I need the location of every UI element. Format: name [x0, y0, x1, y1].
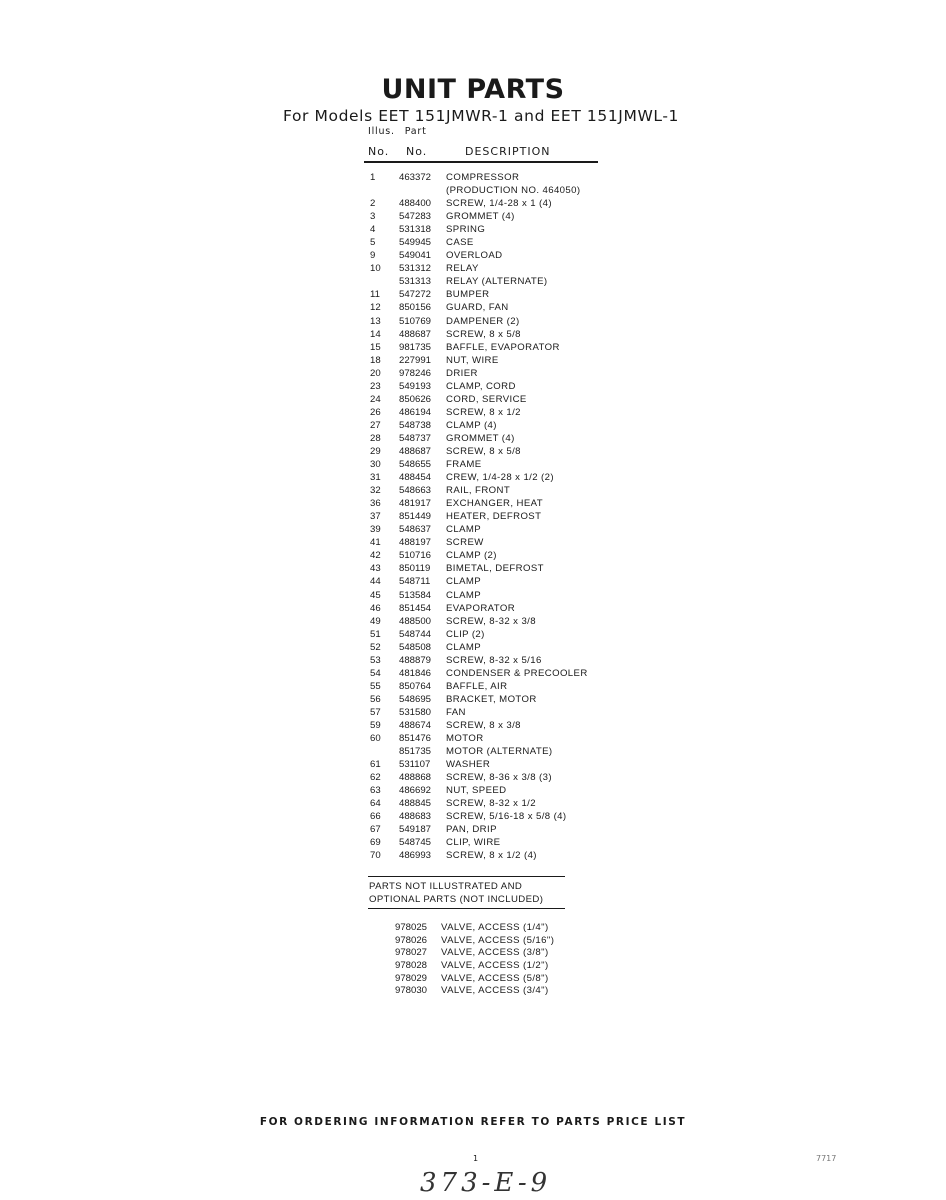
- part-description: EXCHANGER, HEAT: [446, 498, 543, 510]
- illus-number: 69: [370, 837, 381, 849]
- part-number: 851735: [399, 746, 432, 758]
- part-number: 850626: [399, 393, 432, 405]
- part-description: CLAMP: [446, 641, 482, 653]
- part-description: SCREW, 5/16-18 x 5/8 (4): [446, 811, 567, 823]
- part-number: 851476: [399, 733, 432, 745]
- illus-number: 20: [370, 367, 381, 379]
- part-number: 531318: [399, 224, 432, 236]
- part-number: 486194: [399, 406, 432, 418]
- part-row: [370, 342, 630, 355]
- illus-number: 62: [370, 772, 381, 784]
- part-description: SCREW, 8-32 x 3/8: [446, 615, 536, 627]
- part-row: [370, 824, 630, 837]
- illus-number: 49: [370, 615, 381, 627]
- part-number: 548695: [399, 693, 432, 705]
- part-description: GROMMET (4): [446, 211, 515, 223]
- part-number: 547272: [399, 289, 432, 301]
- part-row: [370, 394, 630, 407]
- illus-number: 15: [370, 341, 381, 353]
- part-number: 548655: [399, 459, 432, 471]
- part-description: SCREW: [446, 537, 484, 549]
- part-row: [370, 302, 630, 315]
- part-row: [370, 798, 630, 811]
- part-description: FRAME: [446, 459, 482, 471]
- part-description: BAFFLE, AIR: [446, 680, 508, 692]
- illus-number: 24: [370, 393, 381, 405]
- part-row: [370, 329, 630, 342]
- part-description: VALVE, ACCESS (3/8"): [441, 947, 549, 959]
- part-description: VALVE, ACCESS (5/8"): [441, 972, 549, 984]
- page-number: 1: [473, 1154, 479, 1163]
- part-number: 488674: [399, 719, 432, 731]
- part-number: 851449: [399, 511, 432, 523]
- illus-number: 11: [370, 289, 380, 301]
- illus-number: 36: [370, 498, 381, 510]
- page-title: UNIT PARTS: [381, 74, 565, 105]
- part-description: CLIP, WIRE: [446, 837, 501, 849]
- part-row: [370, 837, 630, 850]
- illus-number: 66: [370, 811, 381, 823]
- part-row: [370, 511, 630, 524]
- part-number: 850764: [399, 680, 432, 692]
- illus-number: 60: [370, 733, 381, 745]
- part-description: CLAMP: [446, 576, 482, 588]
- illus-number: 70: [370, 850, 381, 862]
- part-description: SCREW, 8 x 5/8: [446, 328, 521, 340]
- part-row: [370, 250, 630, 263]
- ordering-footer: FOR ORDERING INFORMATION REFER TO PARTS PRICE LIST: [259, 1116, 687, 1128]
- part-row: [370, 537, 630, 550]
- part-description: PAN, DRIP: [446, 824, 497, 836]
- part-description: SCREW, 8 x 1/2 (4): [446, 850, 537, 862]
- illus-number: 14: [370, 328, 381, 340]
- part-description: BAFFLE, EVAPORATOR: [446, 341, 560, 353]
- description-header: DESCRIPTION: [465, 145, 551, 158]
- illus-number: 1: [370, 172, 376, 183]
- illus-number: 5: [370, 237, 376, 249]
- part-number: 850119: [399, 563, 431, 575]
- illus-number: 23: [370, 380, 381, 392]
- notes-line-1: PARTS NOT ILLUSTRATED AND: [369, 881, 523, 892]
- illus-number: 51: [370, 628, 381, 640]
- illus-number: 12: [370, 302, 381, 314]
- illus-number: 53: [370, 654, 381, 666]
- part-description: SCREW, 1/4-28 x 1 (4): [446, 198, 552, 210]
- part-description: SCREW, 8-32 x 1/2: [446, 798, 536, 810]
- part-number: 548637: [399, 524, 432, 536]
- part-description: OVERLOAD: [446, 250, 503, 262]
- part-row: [370, 498, 630, 511]
- part-row: [370, 263, 630, 276]
- part-number: 548711: [399, 576, 431, 588]
- part-number: 488845: [399, 798, 432, 810]
- illus-number: 43: [370, 563, 381, 575]
- part-description: SCREW, 8-32 x 5/16: [446, 654, 542, 666]
- part-description: GUARD, FAN: [446, 302, 509, 314]
- illus-number: 44: [370, 576, 381, 588]
- part-description: RELAY: [446, 263, 479, 275]
- illus-no-header: No.: [368, 145, 390, 158]
- part-row: [370, 563, 630, 576]
- part-header: Part: [404, 126, 427, 137]
- part-number: 513584: [399, 589, 432, 601]
- part-number: 978027: [395, 947, 428, 959]
- illus-number: 4: [370, 224, 376, 236]
- part-description: RAIL, FRONT: [446, 485, 511, 497]
- part-number: 850156: [399, 302, 432, 314]
- part-row: [370, 472, 630, 485]
- illus-number: 63: [370, 785, 381, 797]
- part-number: 548663: [399, 485, 432, 497]
- notes-block: [369, 881, 543, 907]
- illus-number: 61: [370, 759, 381, 771]
- part-number: 548508: [399, 641, 432, 653]
- part-row: [370, 198, 630, 211]
- part-description: SPRING: [446, 224, 486, 236]
- illus-number: 59: [370, 719, 381, 731]
- part-number: 510769: [399, 315, 432, 327]
- column-header-top: [368, 126, 427, 137]
- illus-number: 13: [370, 315, 381, 327]
- part-row: [370, 446, 630, 459]
- part-description: RELAY (ALTERNATE): [446, 276, 548, 288]
- part-row: [370, 316, 630, 329]
- part-row: [370, 694, 630, 707]
- part-row: [370, 642, 630, 655]
- part-number: 488454: [399, 472, 432, 484]
- part-row: [370, 733, 630, 746]
- part-number: 549193: [399, 380, 432, 392]
- part-number: 488868: [399, 772, 432, 784]
- part-row: [370, 485, 630, 498]
- part-number: 531312: [399, 263, 432, 275]
- part-row: [370, 629, 630, 642]
- part-description: EVAPORATOR: [446, 602, 516, 614]
- illus-number: 9: [370, 250, 376, 262]
- illus-number: 18: [370, 354, 381, 366]
- header-rule: [364, 161, 598, 163]
- part-row: [370, 459, 630, 472]
- illus-number: 3: [370, 211, 376, 223]
- part-number: 548737: [399, 432, 432, 444]
- illus-number: 37: [370, 511, 381, 523]
- part-description: CLAMP (4): [446, 419, 497, 431]
- part-number: 486993: [399, 850, 432, 862]
- part-number: 531580: [399, 706, 432, 718]
- part-number: 549187: [399, 824, 432, 836]
- part-row: [370, 524, 630, 537]
- illus-number: 54: [370, 667, 381, 679]
- part-number: 488400: [399, 198, 432, 210]
- illus-number: 57: [370, 706, 381, 718]
- illus-number: 31: [370, 472, 381, 484]
- part-description: MOTOR (ALTERNATE): [446, 746, 553, 758]
- part-description: VALVE, ACCESS (5/16"): [441, 934, 555, 946]
- part-description: CLIP (2): [446, 628, 485, 640]
- part-number: 981735: [399, 341, 432, 353]
- part-description: CLAMP: [446, 524, 482, 536]
- part-description: CLAMP (2): [446, 550, 497, 562]
- part-row: [370, 224, 630, 237]
- part-row: [370, 616, 630, 629]
- part-number: 548744: [399, 628, 432, 640]
- part-row: [370, 237, 630, 250]
- part-description: CONDENSER & PRECOOLER: [446, 667, 588, 679]
- part-description: SCREW, 8 x 1/2: [446, 406, 521, 418]
- part-number: 488687: [399, 328, 432, 340]
- part-row: [370, 381, 630, 394]
- part-number: 548745: [399, 837, 432, 849]
- part-row: [370, 603, 630, 616]
- part-description: SCREW, 8 x 5/8: [446, 445, 521, 457]
- illus-number: 64: [370, 798, 381, 810]
- part-description: SCREW, 8-36 x 3/8 (3): [446, 772, 552, 784]
- part-number: 547283: [399, 211, 432, 223]
- part-number: 488500: [399, 615, 432, 627]
- illus-number: 55: [370, 680, 381, 692]
- illus-number: 26: [370, 406, 381, 418]
- notes-line-2: OPTIONAL PARTS (NOT INCLUDED): [369, 894, 544, 905]
- illus-number: 30: [370, 459, 381, 471]
- part-row: [370, 746, 630, 759]
- illus-number: 52: [370, 641, 381, 653]
- part-number: 486692: [399, 785, 432, 797]
- part-description: BRACKET, MOTOR: [446, 693, 537, 705]
- part-row: [370, 681, 630, 694]
- illus-header: Illus.: [368, 126, 395, 137]
- illus-number: 56: [370, 693, 381, 705]
- illus-number: 29: [370, 445, 381, 457]
- part-description: (PRODUCTION NO. 464050): [446, 185, 581, 197]
- part-description: MOTOR: [446, 733, 484, 745]
- part-description: CASE: [446, 237, 474, 249]
- part-number: 531107: [399, 759, 431, 771]
- models-subtitle: For Models EET 151JMWR-1 and EET 151JMWL-1: [283, 107, 679, 125]
- part-description: BIMETAL, DEFROST: [446, 563, 544, 575]
- part-row: [370, 289, 630, 302]
- illus-number: 10: [370, 263, 381, 275]
- part-row: [370, 785, 630, 798]
- part-number: 978030: [395, 985, 428, 997]
- illus-number: 41: [370, 537, 381, 549]
- notes-rule-top: [368, 876, 565, 877]
- part-description: SCREW, 8 x 3/8: [446, 719, 521, 731]
- illus-number: 45: [370, 589, 381, 601]
- part-row: [370, 759, 630, 772]
- handwritten-note: 373-E-9: [420, 1168, 552, 1198]
- part-description: DRIER: [446, 367, 478, 379]
- part-row: [370, 576, 630, 589]
- part-description: CLAMP: [446, 589, 482, 601]
- part-row: [370, 276, 630, 289]
- part-description: VALVE, ACCESS (1/2"): [441, 960, 549, 972]
- part-number: 488197: [399, 537, 432, 549]
- part-number: 978029: [395, 972, 428, 984]
- illus-number: 27: [370, 419, 381, 431]
- part-number: 549041: [399, 250, 432, 262]
- part-number: 488687: [399, 445, 432, 457]
- part-number: 978026: [395, 934, 428, 946]
- part-number: 851454: [399, 602, 432, 614]
- part-number: 463372: [399, 172, 432, 183]
- part-number: 548738: [399, 419, 432, 431]
- part-description: CLAMP, CORD: [446, 380, 516, 392]
- part-number: 978025: [395, 922, 428, 933]
- part-row: [370, 655, 630, 668]
- part-description: HEATER, DEFROST: [446, 511, 542, 523]
- illus-number: 46: [370, 602, 381, 614]
- part-row: [370, 355, 630, 368]
- part-row: [370, 550, 630, 563]
- part-number: 978028: [395, 960, 428, 972]
- part-description: FAN: [446, 706, 466, 718]
- part-number: 481846: [399, 667, 432, 679]
- notes-rule-bottom: [368, 908, 565, 909]
- part-number: 510716: [399, 550, 432, 562]
- part-description: GROMMET (4): [446, 432, 515, 444]
- part-number: 978246: [399, 367, 432, 379]
- part-description: CORD, SERVICE: [446, 393, 527, 405]
- illus-number: 32: [370, 485, 381, 497]
- corner-mark: 7717: [816, 1154, 837, 1163]
- part-description: BUMPER: [446, 289, 490, 301]
- illus-number: 2: [370, 198, 376, 210]
- part-row: [370, 707, 630, 720]
- part-number: 488879: [399, 654, 432, 666]
- illus-number: 39: [370, 524, 381, 536]
- part-row: [370, 211, 630, 224]
- part-description: NUT, SPEED: [446, 785, 507, 797]
- part-row: [370, 720, 630, 733]
- part-row: [370, 420, 630, 433]
- illus-number: 42: [370, 550, 381, 562]
- part-row: [370, 668, 630, 681]
- part-number: 549945: [399, 237, 432, 249]
- part-description: VALVE, ACCESS (1/4"): [441, 922, 549, 933]
- part-description: DAMPENER (2): [446, 315, 520, 327]
- part-description: CREW, 1/4-28 x 1/2 (2): [446, 472, 554, 484]
- part-description: NUT, WIRE: [446, 354, 499, 366]
- part-row: [370, 368, 630, 381]
- part-row: [370, 433, 630, 446]
- part-number: 227991: [399, 354, 432, 366]
- part-number: 488683: [399, 811, 432, 823]
- illus-number: 28: [370, 432, 381, 444]
- part-description: VALVE, ACCESS (3/4"): [441, 985, 549, 997]
- part-description: WASHER: [446, 759, 491, 771]
- part-no-header: No.: [406, 145, 428, 158]
- part-row: [370, 811, 630, 824]
- illus-number: 67: [370, 824, 381, 836]
- part-number: 531313: [399, 276, 432, 288]
- part-number: 481917: [399, 498, 432, 510]
- part-row: [370, 850, 630, 863]
- part-row: [370, 407, 630, 420]
- part-row: [370, 185, 630, 198]
- part-row: [370, 772, 630, 785]
- part-description: COMPRESSOR: [446, 172, 520, 183]
- parts-list: [370, 172, 630, 863]
- part-row: [370, 172, 630, 185]
- part-row: [370, 590, 630, 603]
